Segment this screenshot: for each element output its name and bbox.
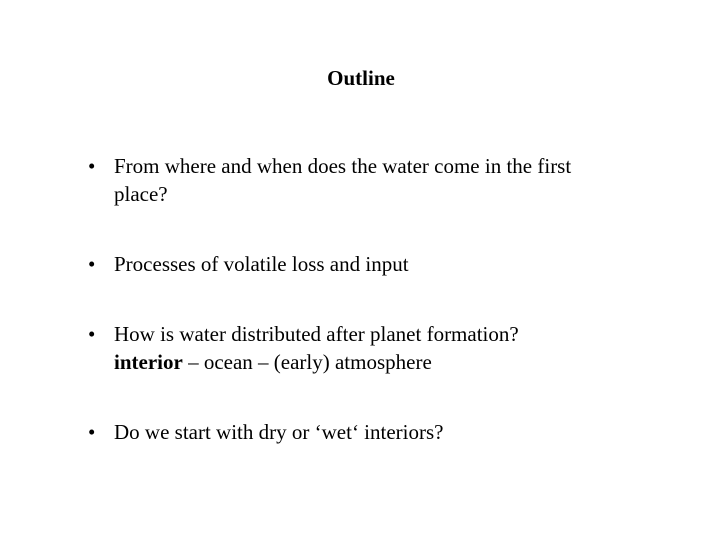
bullet-list [88, 152, 668, 488]
bullet-text: Do we start with dry or ‘wet‘ interiors? [114, 420, 444, 444]
bullet-item-dry-or-wet [88, 418, 668, 446]
slide-title: Outline [327, 66, 395, 90]
bold-term-interior: interior [114, 350, 183, 374]
bullet-item-water-origin [88, 152, 668, 208]
bullet-item-water-distribution [88, 320, 668, 376]
bullet-icon: • [88, 154, 96, 178]
bullet-icon: • [88, 252, 96, 276]
bullet-item-volatile-processes [88, 250, 668, 278]
bullet-icon: • [88, 420, 96, 444]
reservoir-list: – ocean – (early) atmosphere [182, 350, 432, 374]
bullet-icon: • [88, 322, 96, 346]
bullet-text: Processes of volatile loss and input [114, 252, 409, 276]
bullet-text: How is water distributed after planet formation? [114, 322, 519, 346]
bullet-text: From where and when does the water come in the first [114, 154, 572, 178]
bullet-text-continued: place? [114, 182, 168, 206]
bullet-text-continued [114, 348, 668, 376]
